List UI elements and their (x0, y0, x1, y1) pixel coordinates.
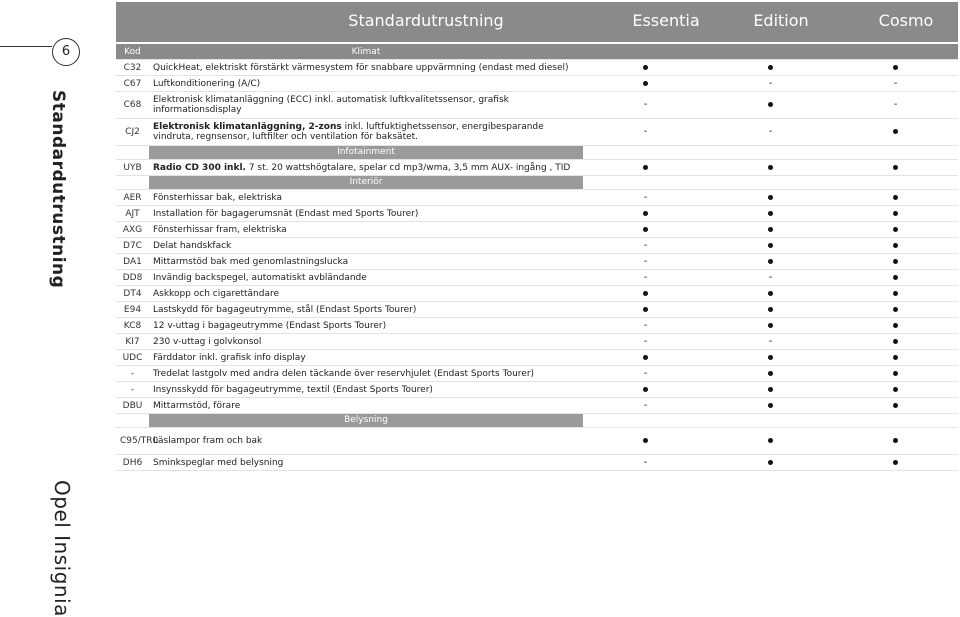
mark-edition: - (708, 76, 833, 92)
table-row (116, 286, 958, 302)
header-col-edition: Edition (753, 11, 809, 30)
standard-dot-icon (893, 438, 898, 443)
equipment-table (116, 44, 958, 471)
mark-cosmo (833, 455, 958, 471)
table-row (116, 222, 958, 238)
mark-essentia: - (583, 119, 708, 146)
row-description (149, 119, 583, 146)
mark-essentia (583, 350, 708, 366)
table-row (116, 190, 958, 206)
row-description (149, 428, 583, 455)
mark-essentia (583, 76, 708, 92)
section-title: Infotainment (149, 146, 583, 160)
mark-edition: - (708, 270, 833, 286)
row-description-text: Färddator inkl. grafisk info display (153, 352, 306, 363)
section-code-blank (116, 146, 149, 160)
row-description-text: Fönsterhissar fram, elektriska (153, 224, 287, 235)
section-code-blank (116, 414, 149, 428)
standard-dot-icon (643, 355, 648, 360)
standard-dot-icon (643, 307, 648, 312)
row-code: CJ2 (116, 119, 149, 146)
table-row (116, 270, 958, 286)
row-description (149, 270, 583, 286)
section-header-row (116, 146, 958, 160)
standard-dot-icon (893, 355, 898, 360)
row-description (149, 302, 583, 318)
table-row (116, 302, 958, 318)
standard-dot-icon (893, 387, 898, 392)
row-description (149, 366, 583, 382)
mark-essentia (583, 382, 708, 398)
table-row (116, 366, 958, 382)
mark-cosmo (833, 398, 958, 414)
mark-cosmo: - (833, 76, 958, 92)
mark-edition (708, 302, 833, 318)
row-description-text: QuickHeat, elektriskt förstärkt värmesystem för snabbare uppvärmning (endast med diesel) (153, 62, 569, 73)
row-description (149, 238, 583, 254)
mark-edition (708, 428, 833, 455)
standard-dot-icon (768, 259, 773, 264)
row-description-text: Askkopp och cigarettändare (153, 288, 280, 299)
row-code: KC8 (116, 318, 149, 334)
standard-dot-icon (893, 195, 898, 200)
code-column-header: Kod (116, 44, 149, 60)
mark-essentia: - (583, 92, 708, 119)
standard-dot-icon (643, 165, 648, 170)
standard-dot-icon (893, 165, 898, 170)
mark-edition (708, 92, 833, 119)
standard-dot-icon (643, 81, 648, 86)
row-description (149, 286, 583, 302)
header-title: Standardutrustning (348, 11, 504, 30)
section-title: Interiör (149, 176, 583, 190)
mark-edition (708, 60, 833, 76)
row-description-text: Luftkonditionering (A/C) (153, 78, 261, 89)
mark-cosmo (833, 254, 958, 270)
mark-cosmo (833, 206, 958, 222)
mark-cosmo (833, 286, 958, 302)
table-row (116, 160, 958, 176)
standard-dot-icon (768, 291, 773, 296)
row-description (149, 382, 583, 398)
mark-essentia (583, 60, 708, 76)
row-code: - (116, 382, 149, 398)
mark-cosmo (833, 238, 958, 254)
header-col-cosmo: Cosmo (878, 11, 934, 30)
mark-essentia: - (583, 334, 708, 350)
table-header-bar (116, 2, 958, 42)
mark-edition: - (708, 119, 833, 146)
row-description-text: Mittarmstöd, förare (153, 400, 241, 411)
mark-edition (708, 350, 833, 366)
row-description (149, 206, 583, 222)
standard-dot-icon (893, 307, 898, 312)
section-title: Klimat (149, 44, 583, 60)
standard-dot-icon (893, 65, 898, 70)
mark-essentia: - (583, 254, 708, 270)
row-code: C32 (116, 60, 149, 76)
standard-dot-icon (768, 355, 773, 360)
standard-dot-icon (893, 339, 898, 344)
row-code: AER (116, 190, 149, 206)
mark-cosmo (833, 350, 958, 366)
row-description (149, 92, 583, 119)
standard-dot-icon (893, 129, 898, 134)
row-description-bold: Elektronisk klimatanläggning, 2-zons (153, 122, 342, 132)
mark-essentia: - (583, 270, 708, 286)
mark-edition (708, 366, 833, 382)
row-code: E94 (116, 302, 149, 318)
mark-essentia: - (583, 366, 708, 382)
mark-edition (708, 382, 833, 398)
standard-dot-icon (893, 291, 898, 296)
row-description (149, 350, 583, 366)
row-description (149, 334, 583, 350)
row-code: DBU (116, 398, 149, 414)
standard-dot-icon (768, 371, 773, 376)
row-code: DH6 (116, 455, 149, 471)
table-row (116, 92, 958, 119)
section-header-row (116, 414, 958, 428)
row-description (149, 318, 583, 334)
row-description-text: Fönsterhissar bak, elektriska (153, 192, 282, 203)
table-row (116, 455, 958, 471)
header-col-essentia: Essentia (632, 11, 700, 30)
section-blank-cell (583, 146, 708, 160)
section-blank-cell (833, 414, 958, 428)
side-brand-name: Opel Insignia (50, 480, 74, 617)
row-description (149, 190, 583, 206)
standard-dot-icon (768, 195, 773, 200)
row-code: C95/TR0 (116, 428, 149, 455)
table-row (116, 428, 958, 455)
mark-cosmo (833, 119, 958, 146)
standard-dot-icon (643, 291, 648, 296)
mark-edition (708, 318, 833, 334)
table-row (116, 76, 958, 92)
mark-edition (708, 222, 833, 238)
table-row (116, 350, 958, 366)
table-row (116, 206, 958, 222)
mark-edition (708, 455, 833, 471)
section-blank-cell (833, 146, 958, 160)
standard-dot-icon (768, 460, 773, 465)
standard-dot-icon (893, 371, 898, 376)
table-row (116, 119, 958, 146)
standard-dot-icon (643, 438, 648, 443)
table-row (116, 318, 958, 334)
header-blank-cell (708, 44, 833, 60)
standard-dot-icon (893, 403, 898, 408)
row-code: C67 (116, 76, 149, 92)
table-row (116, 60, 958, 76)
section-blank-cell (583, 414, 708, 428)
row-description-text: 230 v-uttag i golvkonsol (153, 336, 262, 347)
mark-cosmo (833, 222, 958, 238)
standard-dot-icon (643, 387, 648, 392)
row-description-text: Sminkspeglar med belysning (153, 457, 284, 468)
mark-essentia: - (583, 190, 708, 206)
row-description (149, 455, 583, 471)
standard-dot-icon (893, 323, 898, 328)
mark-edition (708, 286, 833, 302)
standard-dot-icon (768, 307, 773, 312)
row-code: AJT (116, 206, 149, 222)
mark-cosmo (833, 382, 958, 398)
standard-dot-icon (768, 211, 773, 216)
standard-dot-icon (768, 438, 773, 443)
section-blank-cell (833, 176, 958, 190)
table-row (116, 254, 958, 270)
mark-cosmo (833, 190, 958, 206)
row-description (149, 398, 583, 414)
mark-edition (708, 190, 833, 206)
row-description-text: Installation för bagagerumsnät (Endast med Sports Tourer) (153, 208, 419, 219)
row-description (149, 222, 583, 238)
header-blank-cell (583, 44, 708, 60)
side-section-title: Standardutrustning (48, 90, 68, 289)
page-tab-line (0, 46, 52, 47)
standard-dot-icon (768, 102, 773, 107)
mark-essentia (583, 160, 708, 176)
table-row (116, 334, 958, 350)
standard-dot-icon (768, 387, 773, 392)
mark-essentia (583, 206, 708, 222)
row-description (149, 160, 583, 176)
row-description-text: inkl. luftfuktighetssensor, energibesparande vindruta, regnsensor, luftfilter och ventilation för baksätet. (153, 122, 544, 142)
mark-essentia: - (583, 238, 708, 254)
row-description (149, 76, 583, 92)
section-blank-cell (708, 176, 833, 190)
mark-cosmo (833, 334, 958, 350)
row-code: KI7 (116, 334, 149, 350)
mark-cosmo (833, 60, 958, 76)
mark-edition (708, 238, 833, 254)
row-description-text: Mittarmstöd bak med genomlastningslucka (153, 256, 349, 267)
page-number: 6 (52, 38, 80, 66)
mark-essentia: - (583, 318, 708, 334)
row-description-text: Tredelat lastgolv med andra delen täckande över reservhjulet (Endast Sports Tourer) (153, 368, 535, 379)
row-description-text: 12 v-uttag i bagageutrymme (Endast Sports Tourer) (153, 320, 387, 331)
row-code: AXG (116, 222, 149, 238)
standard-dot-icon (893, 227, 898, 232)
table-row (116, 238, 958, 254)
row-code: DT4 (116, 286, 149, 302)
mark-edition: - (708, 334, 833, 350)
standard-dot-icon (768, 243, 773, 248)
row-description-text: Invändig backspegel, automatiskt avbländande (153, 272, 367, 283)
mark-essentia (583, 428, 708, 455)
standard-dot-icon (643, 65, 648, 70)
standard-dot-icon (893, 275, 898, 280)
standard-dot-icon (768, 403, 773, 408)
row-code: C68 (116, 92, 149, 119)
mark-cosmo (833, 302, 958, 318)
mark-essentia (583, 286, 708, 302)
section-blank-cell (708, 146, 833, 160)
row-code: D7C (116, 238, 149, 254)
mark-essentia (583, 222, 708, 238)
standard-dot-icon (768, 323, 773, 328)
mark-edition (708, 398, 833, 414)
mark-edition (708, 254, 833, 270)
standard-dot-icon (768, 165, 773, 170)
row-code: - (116, 366, 149, 382)
standard-dot-icon (893, 211, 898, 216)
mark-cosmo (833, 270, 958, 286)
standard-dot-icon (768, 227, 773, 232)
row-code: DD8 (116, 270, 149, 286)
mark-essentia: - (583, 455, 708, 471)
mark-essentia: - (583, 398, 708, 414)
standard-dot-icon (893, 243, 898, 248)
mark-cosmo (833, 318, 958, 334)
header-blank-cell (833, 44, 958, 60)
row-description (149, 254, 583, 270)
standard-dot-icon (893, 259, 898, 264)
row-code: DA1 (116, 254, 149, 270)
standard-dot-icon (643, 227, 648, 232)
section-header-row (116, 44, 958, 60)
table-row (116, 398, 958, 414)
table-row (116, 382, 958, 398)
standard-dot-icon (893, 460, 898, 465)
row-code: UYB (116, 160, 149, 176)
mark-edition (708, 206, 833, 222)
row-description-text: Insynsskydd för bagageutrymme, textil (Endast Sports Tourer) (153, 384, 433, 395)
mark-edition (708, 160, 833, 176)
standard-dot-icon (643, 211, 648, 216)
row-description-text: 7 st. 20 wattshögtalare, spelar cd mp3/wma, 3,5 mm AUX- ingång , TID (245, 162, 571, 173)
mark-cosmo: - (833, 92, 958, 119)
row-description-bold: Radio CD 300 inkl. (153, 162, 246, 173)
row-description-text: Elektronisk klimatanläggning (ECC) inkl. automatisk luftkvalitetssensor, grafisk informationsdisplay (153, 95, 509, 115)
row-description-text: Lastskydd för bagageutrymme, stål (Endast Sports Tourer) (153, 304, 417, 315)
row-description-text: Läslampor fram och bak (153, 436, 263, 446)
mark-cosmo (833, 160, 958, 176)
standard-dot-icon (768, 65, 773, 70)
mark-essentia (583, 302, 708, 318)
section-blank-cell (583, 176, 708, 190)
row-description (149, 60, 583, 76)
mark-cosmo (833, 366, 958, 382)
section-header-row (116, 176, 958, 190)
section-title: Belysning (149, 414, 583, 428)
row-code: UDC (116, 350, 149, 366)
equipment-table-body (116, 44, 958, 471)
section-code-blank (116, 176, 149, 190)
section-blank-cell (708, 414, 833, 428)
row-description-text: Delat handskfack (153, 240, 232, 251)
mark-cosmo (833, 428, 958, 455)
